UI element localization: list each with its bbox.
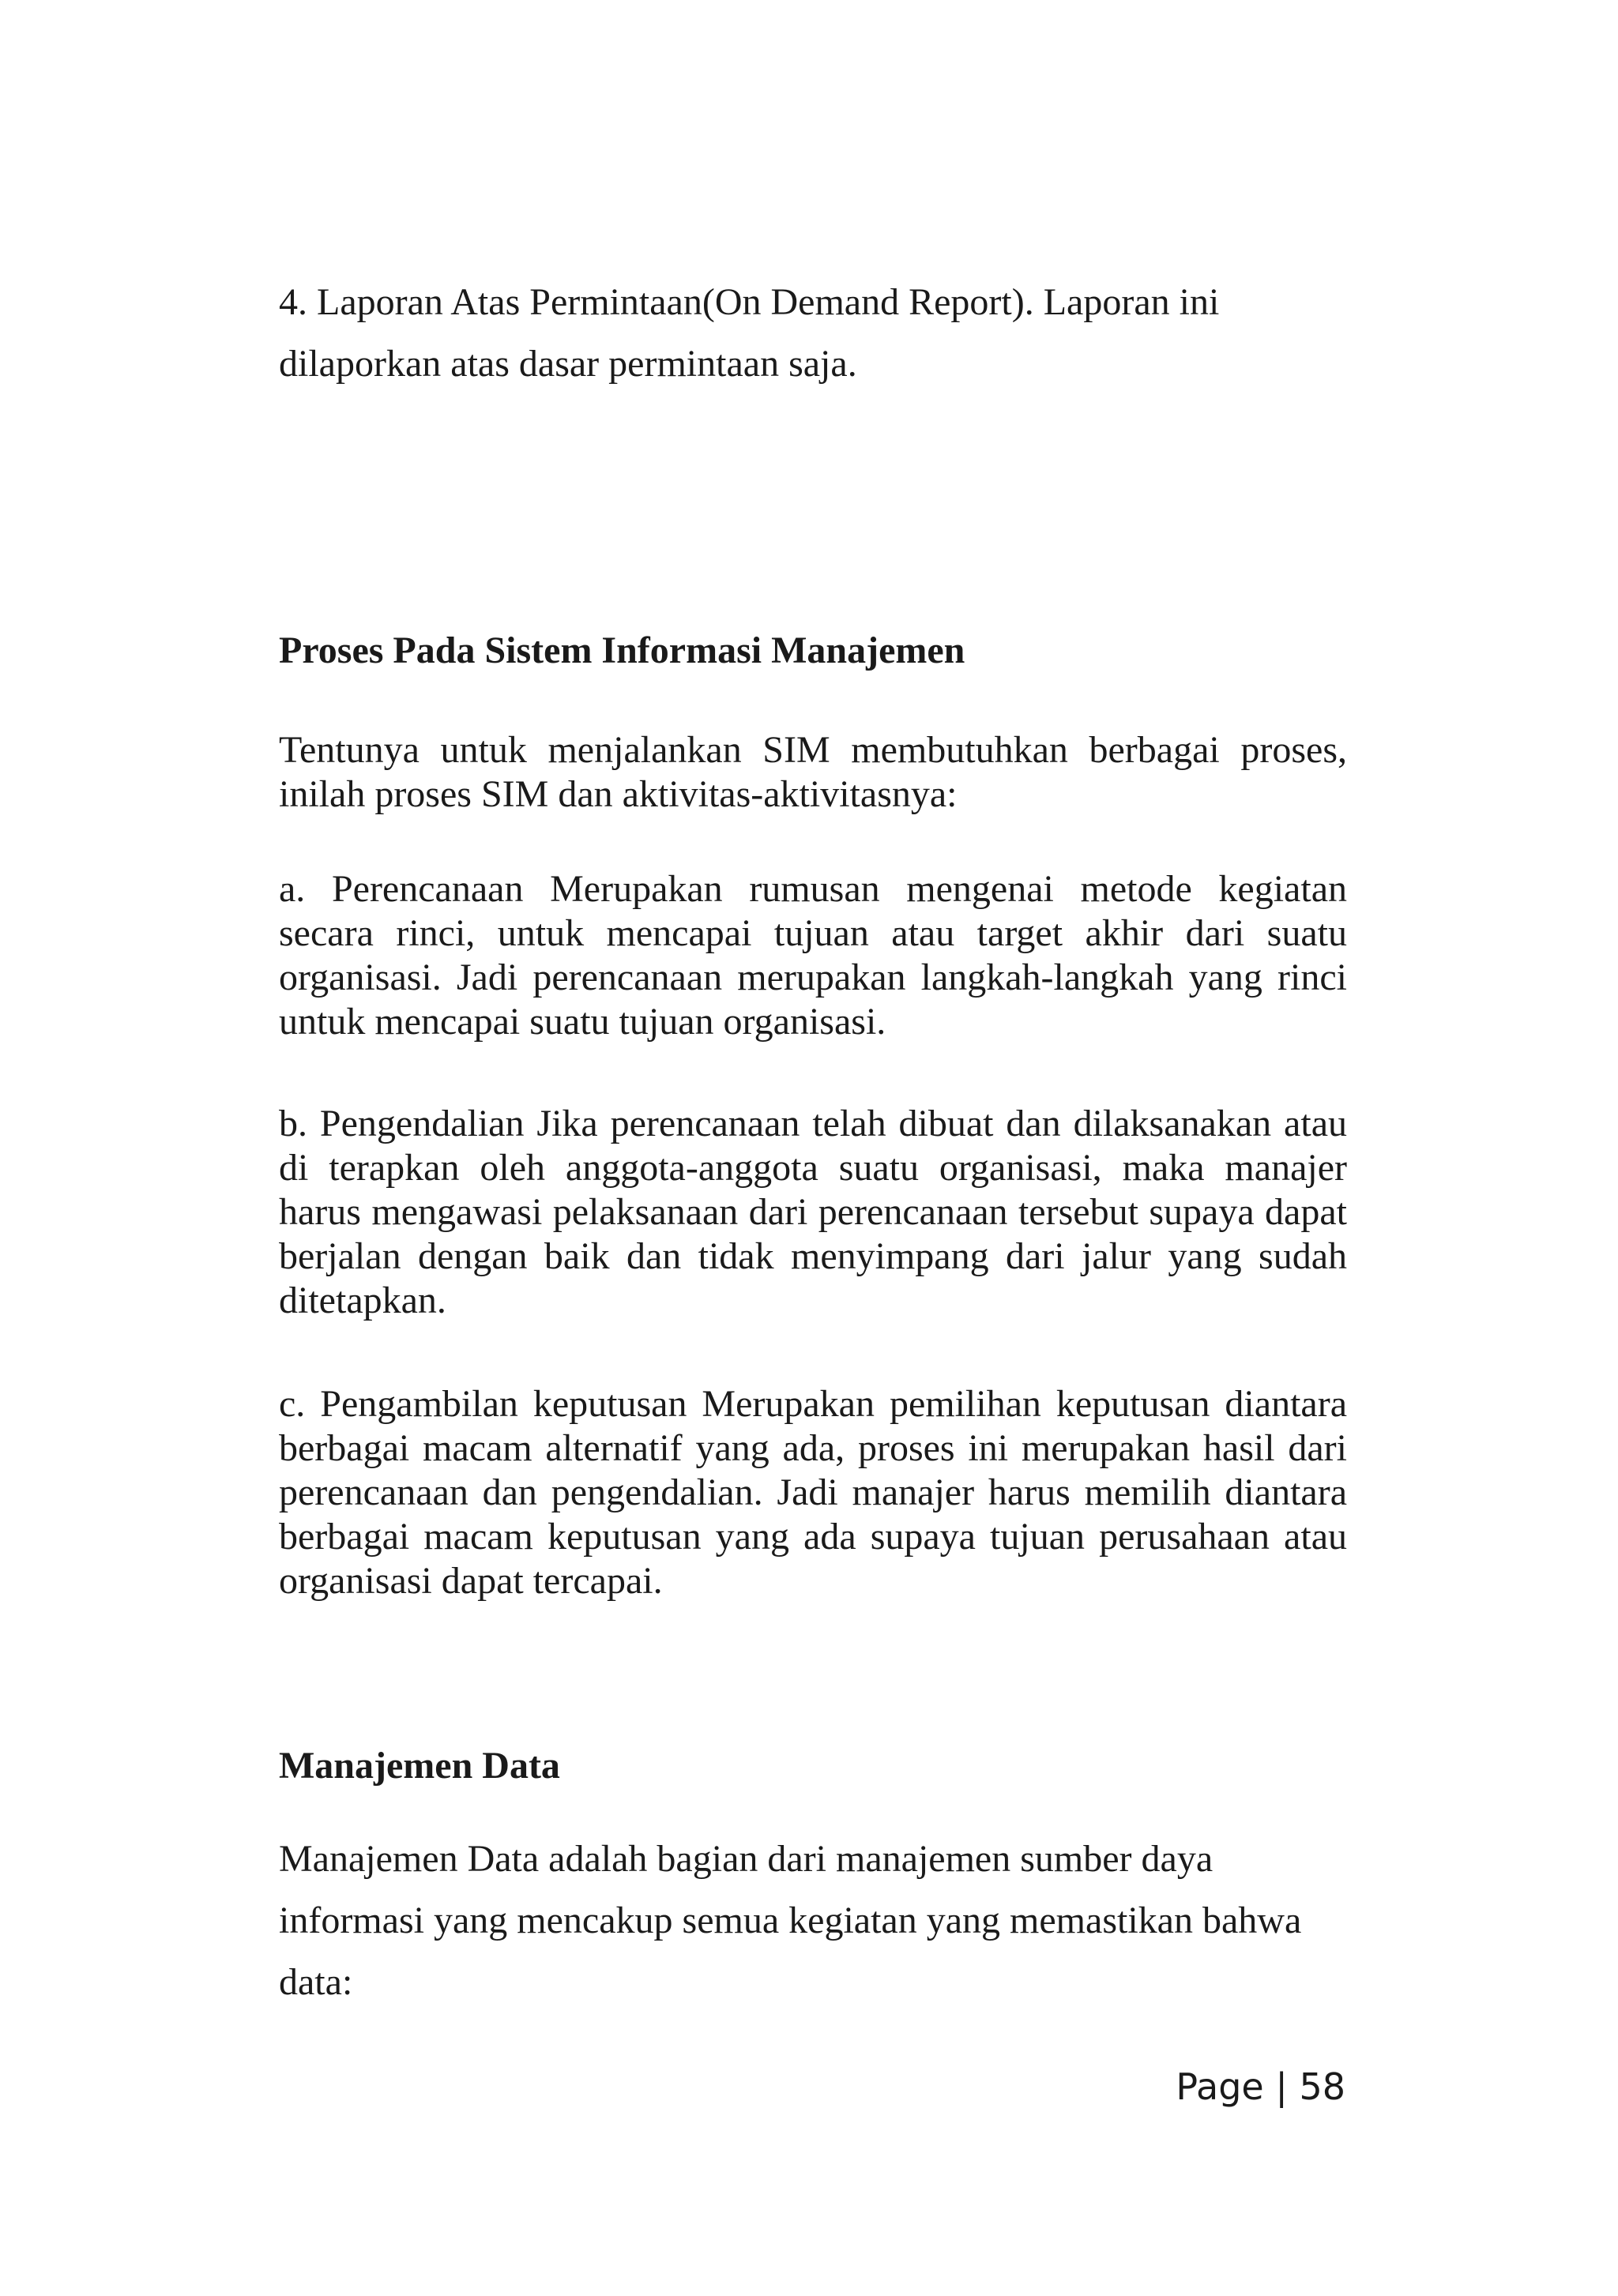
process-intro-paragraph: Tentunya untuk menjalankan SIM membutuhkan berbagai proses, inilah proses SIM dan aktivitas-aktivitasnya:	[279, 729, 1347, 815]
page-number: Page | 58	[1176, 2065, 1345, 2108]
process-item-control: b. Pengendalian Jika perencanaan telah dibuat dan dilaksanakan atau di terapkan oleh anggota-anggota suatu organisasi, maka manajer harus mengawasi pelaksanaan dari perencanaan tersebut supaya dapat berjalan dengan baik dan tidak menyimpang dari jalur yang sudah ditetapkan.	[279, 1103, 1347, 1321]
data-management-paragraph: Manajemen Data adalah bagian dari manajemen sumber daya informasi yang mencakup semua kegiatan yang memastikan bahwa data:	[279, 1838, 1302, 2003]
section-heading-data: Manajemen Data	[279, 1745, 560, 1787]
section-heading-process: Proses Pada Sistem Informasi Manajemen	[279, 629, 965, 671]
process-item-planning: a. Perencanaan Merupakan rumusan mengenai metode kegiatan secara rinci, untuk mencapai tujuan atau target akhir dari suatu organisasi. Jadi perencanaan merupakan langkah-langkah yang rinci untuk mencapai suatu tujuan organisasi.	[279, 868, 1347, 1043]
report-item-paragraph: 4. Laporan Atas Permintaan(On Demand Report). Laporan ini dilaporkan atas dasar permintaan saja.	[279, 281, 1220, 385]
process-item-decision: c. Pengambilan keputusan Merupakan pemilihan keputusan diantara berbagai macam alternatif yang ada, proses ini merupakan hasil dari perencanaan dan pengendalian. Jadi manajer harus memilih diantara berbagai macam keputusan yang ada supaya tujuan perusahaan atau organisasi dapat tercapai.	[279, 1383, 1347, 1602]
